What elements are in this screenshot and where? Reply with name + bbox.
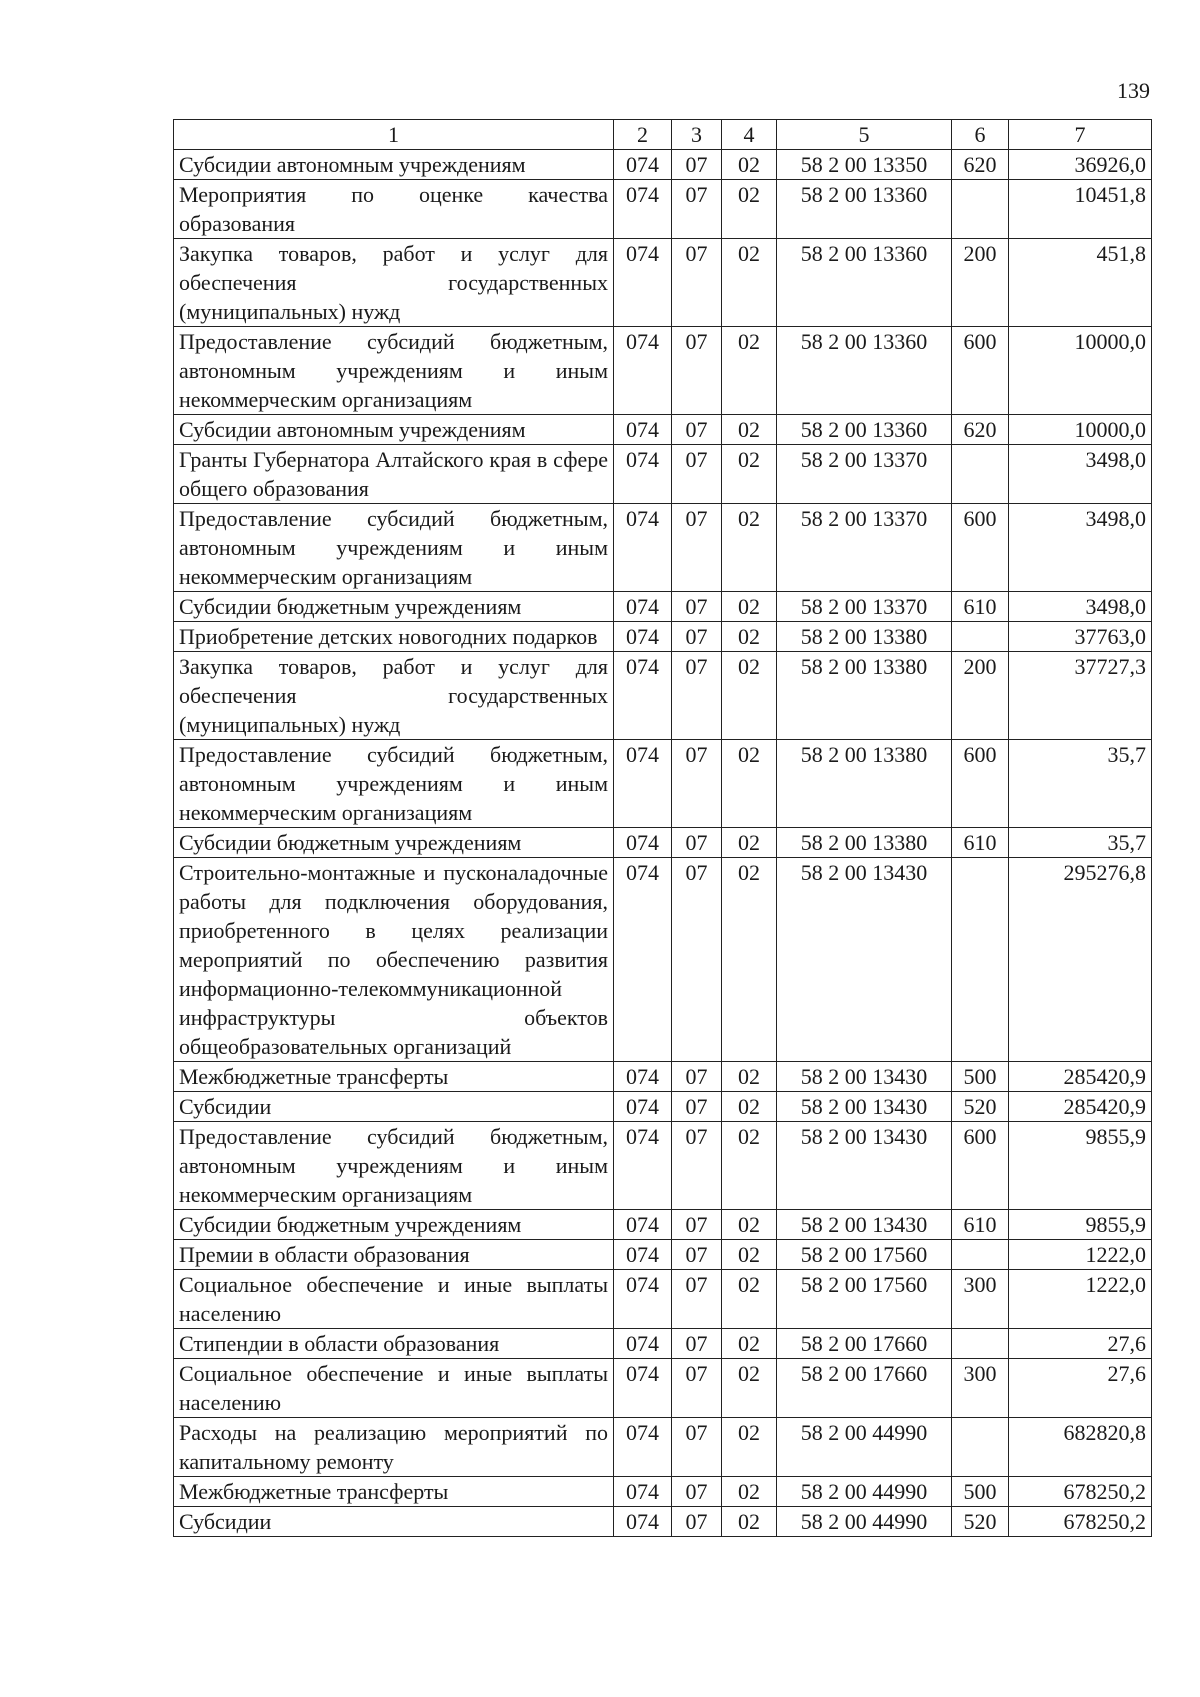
admin-code: 074: [614, 592, 672, 622]
expense-type: 300: [952, 1359, 1009, 1418]
header-cell: 1: [174, 120, 614, 150]
table-row: [174, 1240, 1152, 1270]
expense-type: [952, 180, 1009, 239]
row-name: Мероприятия по оценке качества образования: [174, 180, 614, 239]
expense-type: [952, 622, 1009, 652]
table-row: [174, 1477, 1152, 1507]
subsection-code: 02: [722, 1477, 777, 1507]
amount: 10451,8: [1009, 180, 1152, 239]
expense-type: [952, 1418, 1009, 1477]
table-row: [174, 1270, 1152, 1329]
section-code: 07: [672, 150, 722, 180]
target-article: 58 2 00 13380: [777, 740, 952, 828]
subsection-code: 02: [722, 1210, 777, 1240]
expense-type: 610: [952, 828, 1009, 858]
section-code: 07: [672, 327, 722, 415]
amount: 10000,0: [1009, 327, 1152, 415]
amount: 451,8: [1009, 239, 1152, 327]
subsection-code: 02: [722, 1359, 777, 1418]
target-article: 58 2 00 13370: [777, 592, 952, 622]
subsection-code: 02: [722, 327, 777, 415]
row-name: Субсидии: [174, 1507, 614, 1537]
section-code: 07: [672, 1062, 722, 1092]
amount: 295276,8: [1009, 858, 1152, 1062]
subsection-code: 02: [722, 1329, 777, 1359]
row-name: Предоставление субсидий бюджетным, автономным учреждениям и иным некоммерческим организациям: [174, 327, 614, 415]
section-code: 07: [672, 1122, 722, 1210]
expense-type: 600: [952, 1122, 1009, 1210]
target-article: 58 2 00 13380: [777, 652, 952, 740]
subsection-code: 02: [722, 504, 777, 592]
row-name: Предоставление субсидий бюджетным, автономным учреждениям и иным некоммерческим организациям: [174, 740, 614, 828]
row-name: Субсидии: [174, 1092, 614, 1122]
section-code: 07: [672, 622, 722, 652]
expense-type: [952, 1240, 1009, 1270]
section-code: 07: [672, 445, 722, 504]
table-row: [174, 828, 1152, 858]
target-article: 58 2 00 13360: [777, 327, 952, 415]
expense-type: 520: [952, 1092, 1009, 1122]
table-row: [174, 1329, 1152, 1359]
header-row: [174, 120, 1152, 150]
amount: 285420,9: [1009, 1092, 1152, 1122]
amount: 27,6: [1009, 1359, 1152, 1418]
admin-code: 074: [614, 1270, 672, 1329]
amount: 36926,0: [1009, 150, 1152, 180]
target-article: 58 2 00 13430: [777, 1210, 952, 1240]
admin-code: 074: [614, 1329, 672, 1359]
admin-code: 074: [614, 828, 672, 858]
section-code: 07: [672, 180, 722, 239]
amount: 678250,2: [1009, 1507, 1152, 1537]
table-row: [174, 1507, 1152, 1537]
admin-code: 074: [614, 445, 672, 504]
target-article: 58 2 00 17560: [777, 1240, 952, 1270]
expense-type: 200: [952, 652, 1009, 740]
section-code: 07: [672, 592, 722, 622]
admin-code: 074: [614, 415, 672, 445]
table-row: [174, 1122, 1152, 1210]
admin-code: 074: [614, 740, 672, 828]
section-code: 07: [672, 1240, 722, 1270]
section-code: 07: [672, 1270, 722, 1329]
expense-type: 620: [952, 415, 1009, 445]
row-name: Субсидии бюджетным учреждениям: [174, 1210, 614, 1240]
row-name: Социальное обеспечение и иные выплаты населению: [174, 1270, 614, 1329]
header-cell: 6: [952, 120, 1009, 150]
admin-code: 074: [614, 1418, 672, 1477]
subsection-code: 02: [722, 1270, 777, 1329]
subsection-code: 02: [722, 415, 777, 445]
amount: 682820,8: [1009, 1418, 1152, 1477]
table-row: [174, 445, 1152, 504]
section-code: 07: [672, 858, 722, 1062]
target-article: 58 2 00 17560: [777, 1270, 952, 1329]
admin-code: 074: [614, 1122, 672, 1210]
header-cell: 4: [722, 120, 777, 150]
subsection-code: 02: [722, 239, 777, 327]
row-name: Расходы на реализацию мероприятий по капитальному ремонту: [174, 1418, 614, 1477]
target-article: 58 2 00 13370: [777, 445, 952, 504]
table-row: [174, 858, 1152, 1062]
admin-code: 074: [614, 1092, 672, 1122]
table-row: [174, 415, 1152, 445]
amount: 10000,0: [1009, 415, 1152, 445]
target-article: 58 2 00 13380: [777, 622, 952, 652]
target-article: 58 2 00 13370: [777, 504, 952, 592]
section-code: 07: [672, 1507, 722, 1537]
amount: 3498,0: [1009, 445, 1152, 504]
subsection-code: 02: [722, 445, 777, 504]
target-article: 58 2 00 13380: [777, 828, 952, 858]
section-code: 07: [672, 504, 722, 592]
amount: 9855,9: [1009, 1122, 1152, 1210]
header-cell: 7: [1009, 120, 1152, 150]
table-row: [174, 740, 1152, 828]
page-number: 139: [1117, 78, 1150, 103]
table-row: [174, 1062, 1152, 1092]
header-cell: 5: [777, 120, 952, 150]
section-code: 07: [672, 1092, 722, 1122]
table-row: [174, 622, 1152, 652]
row-name: Межбюджетные трансферты: [174, 1062, 614, 1092]
amount: 37763,0: [1009, 622, 1152, 652]
section-code: 07: [672, 1359, 722, 1418]
expense-type: [952, 858, 1009, 1062]
row-name: Гранты Губернатора Алтайского края в сфере общего образования: [174, 445, 614, 504]
admin-code: 074: [614, 622, 672, 652]
table-row: [174, 239, 1152, 327]
expense-type: 600: [952, 327, 1009, 415]
target-article: 58 2 00 17660: [777, 1359, 952, 1418]
amount: 3498,0: [1009, 592, 1152, 622]
section-code: 07: [672, 1418, 722, 1477]
amount: 285420,9: [1009, 1062, 1152, 1092]
admin-code: 074: [614, 150, 672, 180]
amount: 1222,0: [1009, 1270, 1152, 1329]
table-row: [174, 180, 1152, 239]
header-cell: 3: [672, 120, 722, 150]
target-article: 58 2 00 13430: [777, 1062, 952, 1092]
subsection-code: 02: [722, 1062, 777, 1092]
expense-type: 600: [952, 504, 1009, 592]
section-code: 07: [672, 415, 722, 445]
row-name: Премии в области образования: [174, 1240, 614, 1270]
target-article: 58 2 00 13350: [777, 150, 952, 180]
amount: 1222,0: [1009, 1240, 1152, 1270]
admin-code: 074: [614, 1359, 672, 1418]
amount: 678250,2: [1009, 1477, 1152, 1507]
section-code: 07: [672, 1210, 722, 1240]
admin-code: 074: [614, 1477, 672, 1507]
section-code: 07: [672, 1329, 722, 1359]
admin-code: 074: [614, 239, 672, 327]
amount: 35,7: [1009, 740, 1152, 828]
target-article: 58 2 00 44990: [777, 1507, 952, 1537]
admin-code: 074: [614, 652, 672, 740]
amount: 27,6: [1009, 1329, 1152, 1359]
subsection-code: 02: [722, 1122, 777, 1210]
row-name: Предоставление субсидий бюджетным, автономным учреждениям и иным некоммерческим организациям: [174, 1122, 614, 1210]
admin-code: 074: [614, 504, 672, 592]
table-row: [174, 652, 1152, 740]
row-name: Субсидии автономным учреждениям: [174, 415, 614, 445]
admin-code: 074: [614, 1507, 672, 1537]
table-row: [174, 1418, 1152, 1477]
expense-type: 600: [952, 740, 1009, 828]
section-code: 07: [672, 652, 722, 740]
expense-type: 500: [952, 1477, 1009, 1507]
admin-code: 074: [614, 1240, 672, 1270]
row-name: Субсидии бюджетным учреждениям: [174, 592, 614, 622]
section-code: 07: [672, 740, 722, 828]
amount: 3498,0: [1009, 504, 1152, 592]
amount: 9855,9: [1009, 1210, 1152, 1240]
row-name: Социальное обеспечение и иные выплаты населению: [174, 1359, 614, 1418]
header-cell: 2: [614, 120, 672, 150]
expense-type: 300: [952, 1270, 1009, 1329]
row-name: Строительно-монтажные и пусконаладочные работы для подключения оборудования, приобретенного в целях реализации мероприятий по обеспечению развития информационно-телекоммуникационной инфраструктуры объектов общеобразовательных организаций: [174, 858, 614, 1062]
budget-table: [173, 119, 1152, 1537]
subsection-code: 02: [722, 828, 777, 858]
amount: 35,7: [1009, 828, 1152, 858]
target-article: 58 2 00 13430: [777, 1092, 952, 1122]
subsection-code: 02: [722, 592, 777, 622]
admin-code: 074: [614, 1062, 672, 1092]
section-code: 07: [672, 1477, 722, 1507]
row-name: Закупка товаров, работ и услуг для обеспечения государственных (муниципальных) нужд: [174, 239, 614, 327]
admin-code: 074: [614, 327, 672, 415]
subsection-code: 02: [722, 1092, 777, 1122]
target-article: 58 2 00 13360: [777, 239, 952, 327]
expense-type: 610: [952, 1210, 1009, 1240]
expense-type: 620: [952, 150, 1009, 180]
subsection-code: 02: [722, 180, 777, 239]
target-article: 58 2 00 13430: [777, 1122, 952, 1210]
row-name: Закупка товаров, работ и услуг для обеспечения государственных (муниципальных) нужд: [174, 652, 614, 740]
row-name: Межбюджетные трансферты: [174, 1477, 614, 1507]
table-row: [174, 327, 1152, 415]
target-article: 58 2 00 13430: [777, 858, 952, 1062]
table-row: [174, 1210, 1152, 1240]
expense-type: 200: [952, 239, 1009, 327]
admin-code: 074: [614, 180, 672, 239]
subsection-code: 02: [722, 652, 777, 740]
table-row: [174, 150, 1152, 180]
target-article: 58 2 00 13360: [777, 415, 952, 445]
subsection-code: 02: [722, 1418, 777, 1477]
subsection-code: 02: [722, 858, 777, 1062]
expense-type: 610: [952, 592, 1009, 622]
subsection-code: 02: [722, 1507, 777, 1537]
row-name: Приобретение детских новогодних подарков: [174, 622, 614, 652]
admin-code: 074: [614, 1210, 672, 1240]
subsection-code: 02: [722, 1240, 777, 1270]
subsection-code: 02: [722, 150, 777, 180]
expense-type: [952, 445, 1009, 504]
target-article: 58 2 00 13360: [777, 180, 952, 239]
section-code: 07: [672, 828, 722, 858]
target-article: 58 2 00 44990: [777, 1477, 952, 1507]
section-code: 07: [672, 239, 722, 327]
subsection-code: 02: [722, 740, 777, 828]
table-row: [174, 592, 1152, 622]
table-row: [174, 1092, 1152, 1122]
target-article: 58 2 00 17660: [777, 1329, 952, 1359]
row-name: Субсидии бюджетным учреждениям: [174, 828, 614, 858]
row-name: Стипендии в области образования: [174, 1329, 614, 1359]
amount: 37727,3: [1009, 652, 1152, 740]
expense-type: 520: [952, 1507, 1009, 1537]
row-name: Субсидии автономным учреждениям: [174, 150, 614, 180]
target-article: 58 2 00 44990: [777, 1418, 952, 1477]
table-row: [174, 1359, 1152, 1418]
admin-code: 074: [614, 858, 672, 1062]
row-name: Предоставление субсидий бюджетным, автономным учреждениям и иным некоммерческим организациям: [174, 504, 614, 592]
expense-type: 500: [952, 1062, 1009, 1092]
expense-type: [952, 1329, 1009, 1359]
subsection-code: 02: [722, 622, 777, 652]
table-row: [174, 504, 1152, 592]
